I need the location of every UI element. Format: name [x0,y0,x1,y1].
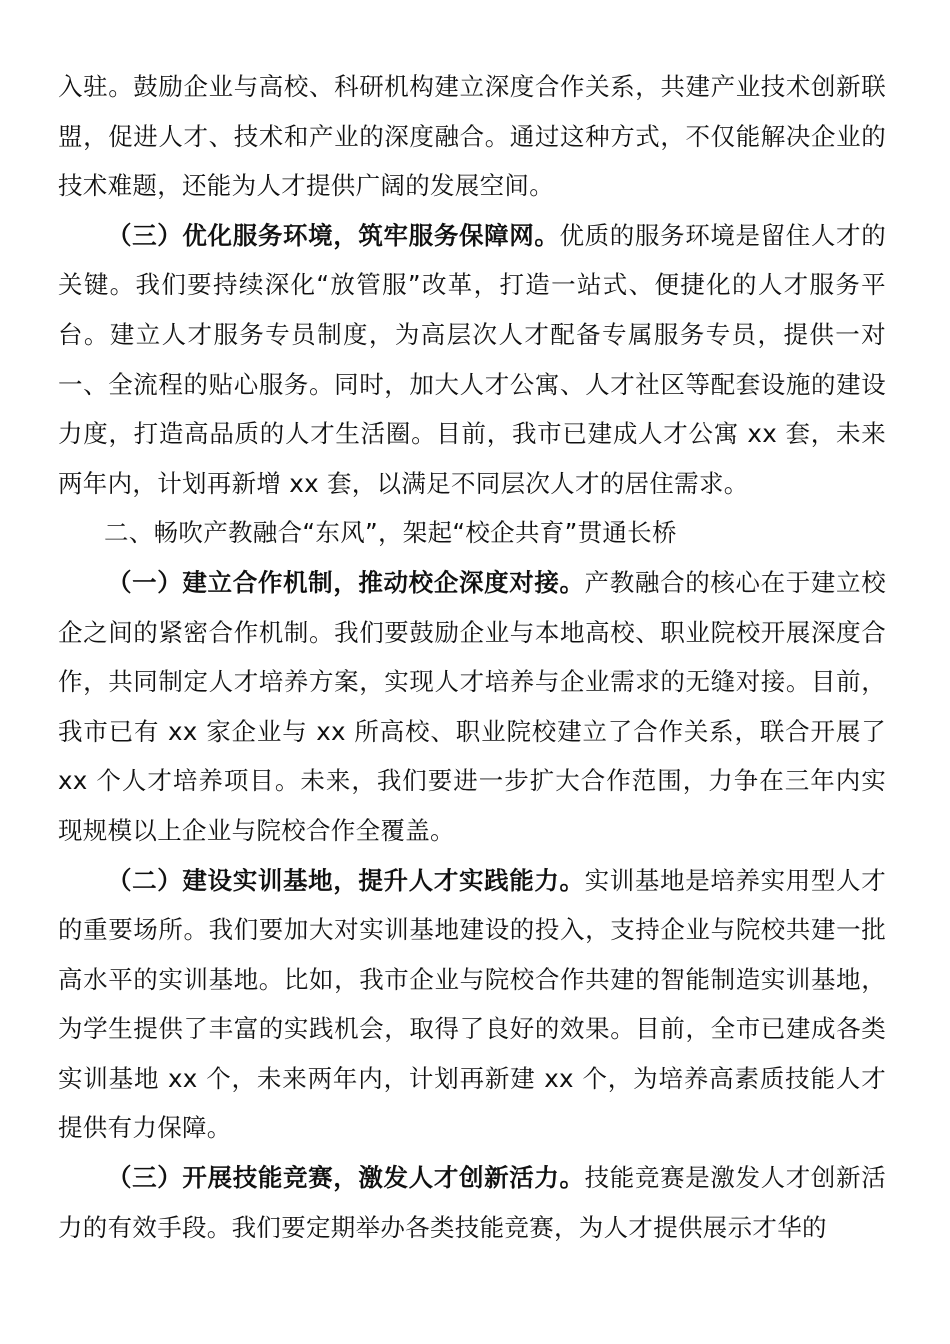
paragraph-text: 优质的服务环境是留住人才的关键。我们要持续深化“放管服”改革，打造一站式、便捷化的人才服务平台。建立人才服务专员制度，为高层次人才配备专属服务专员，提供一对一、全流程的贴心服务。同时，加大人才公寓、人才社区等配套设施的建设力度，打造高品质的人才生活圈。目前，我市已建成人才公寓 xx 套，未来两年内，计划再新增 xx 套，以满足不同层次人才的居住需求。 [58,220,886,498]
paragraph-text: 技能竞赛是激发人才创新活力的有效手段。我们要定期举办各类技能竞赛，为人才提供展示才华的 [58,1163,886,1242]
paragraph-service-environment [58,211,886,509]
paragraph-bold-lead: （一）建立合作机制，推动校企深度对接。 [107,567,585,597]
section-heading: 二、畅吹产教融合“东风”，架起“校企共育”贯通长桥 [104,518,677,548]
paragraph-text: 入驻。鼓励企业与高校、科研机构建立深度合作关系，共建产业技术创新联盟，促进人才、技术和产业的深度融合。通过这种方式，不仅能解决企业的技术难题，还能为人才提供广阔的发展空间。 [58,72,886,201]
paragraph-cooperation-mechanism [58,558,886,856]
paragraph-continuation [58,62,886,211]
paragraph-bold-lead: （三）优化服务环境，筑牢服务保障网。 [107,220,560,250]
paragraph-bold-lead: （二）建设实训基地，提升人才实践能力。 [107,865,585,895]
paragraph-bold-lead: （三）开展技能竞赛，激发人才创新活力。 [107,1163,585,1193]
document-page [58,62,886,1252]
paragraph-text: 产教融合的核心在于建立校企之间的紧密合作机制。我们要鼓励企业与本地高校、职业院校开展深度合作，共同制定人才培养方案，实现人才培养与企业需求的无缝对接。目前，我市已有 xx 家企业与 xx 所高校、职业院校建立了合作关系，联合开展了 xx 个人才培养项目。未来，我们要进一步扩大合作范围，力争在三年内实现规模以上企业与院校合作全覆盖。 [58,567,886,845]
paragraph-skill-competition [58,1153,886,1252]
paragraph-text: 实训基地是培养实用型人才的重要场所。我们要加大对实训基地建设的投入，支持企业与院校共建一批高水平的实训基地。比如，我市企业与院校合作共建的智能制造实训基地，为学生提供了丰富的实践机会，取得了良好的效果。目前，全市已建成各类实训基地 xx 个，未来两年内，计划再新建 xx 个，为培养高素质技能人才提供有力保障。 [58,865,886,1143]
paragraph-training-base [58,856,886,1154]
